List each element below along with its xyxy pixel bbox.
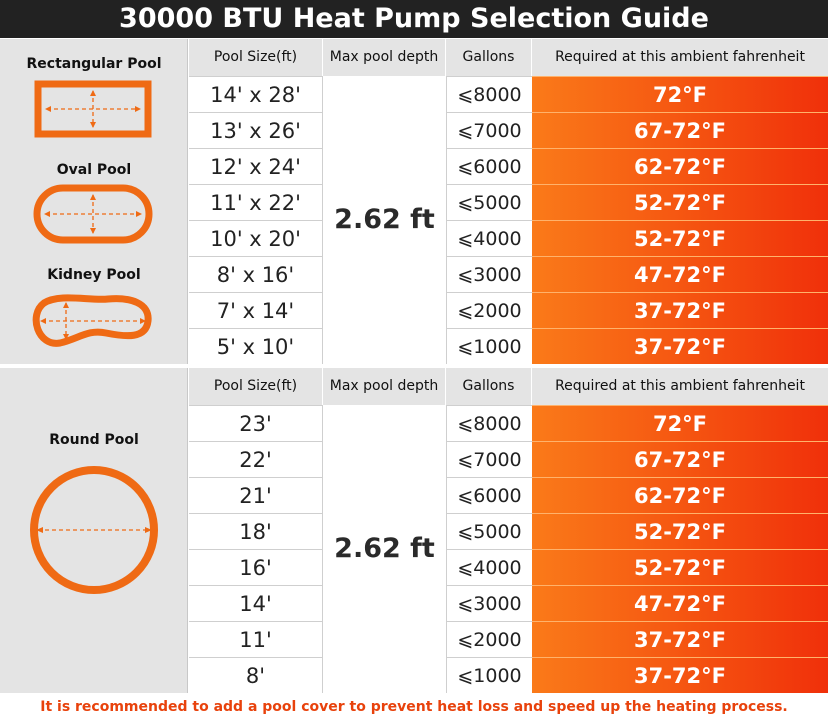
header-gallons: Gallons (446, 39, 532, 76)
temperature-cell: 52-72°F (532, 549, 828, 585)
gallons-cell: ⩽5000 (446, 184, 532, 220)
table-row (189, 513, 828, 549)
oval-pool-label: Oval Pool (56, 162, 132, 178)
rectangular-pool-icon (33, 79, 155, 141)
max-depth-value: 2.62 ft (323, 405, 446, 693)
table-row (189, 621, 828, 657)
table-row (189, 220, 828, 256)
round-pool-section (0, 368, 828, 693)
table-row (189, 292, 828, 328)
round-pool-panel (0, 368, 188, 693)
header-pool-size: Pool Size(ft) (189, 368, 323, 405)
gallons-cell: ⩽4000 (446, 549, 532, 585)
temperature-cell: 62-72°F (532, 148, 828, 184)
table-row (189, 477, 828, 513)
gallons-cell: ⩽7000 (446, 441, 532, 477)
page-title: 30000 BTU Heat Pump Selection Guide (0, 0, 828, 38)
table-row (189, 112, 828, 148)
gallons-cell: ⩽7000 (446, 112, 532, 148)
temperature-cell: 67-72°F (532, 441, 828, 477)
pool-size-cell: 22' (189, 441, 323, 477)
table-row (189, 328, 828, 364)
temperature-cell: 47-72°F (532, 256, 828, 292)
temperature-cell: 37-72°F (532, 657, 828, 693)
pool-size-cell: 14' (189, 585, 323, 621)
temperature-cell: 37-72°F (532, 621, 828, 657)
selection-table-1 (189, 39, 828, 364)
gallons-cell: ⩽1000 (446, 657, 532, 693)
temperature-cell: 47-72°F (532, 585, 828, 621)
gallons-cell: ⩽2000 (446, 621, 532, 657)
temperature-cell: 72°F (532, 405, 828, 441)
temperature-cell: 62-72°F (532, 477, 828, 513)
pool-size-cell: 7' x 14' (189, 292, 323, 328)
table-row (189, 657, 828, 693)
pool-size-cell: 21' (189, 477, 323, 513)
table-row (189, 549, 828, 585)
pool-size-cell: 5' x 10' (189, 328, 323, 364)
gallons-cell: ⩽2000 (446, 292, 532, 328)
gallons-cell: ⩽8000 (446, 76, 532, 112)
temperature-cell: 72°F (532, 76, 828, 112)
pool-size-cell: 12' x 24' (189, 148, 323, 184)
pool-size-cell: 18' (189, 513, 323, 549)
pool-shapes-panel (0, 39, 188, 364)
table-row (189, 405, 828, 441)
header-required-temp: Required at this ambient fahrenheit (532, 368, 828, 405)
kidney-pool-icon (30, 289, 158, 351)
pool-size-cell: 10' x 20' (189, 220, 323, 256)
pool-size-cell: 8' x 16' (189, 256, 323, 292)
table-row (189, 148, 828, 184)
max-depth-value: 2.62 ft (323, 76, 446, 364)
gallons-cell: ⩽4000 (446, 220, 532, 256)
temperature-cell: 52-72°F (532, 513, 828, 549)
pool-size-cell: 14' x 28' (189, 76, 323, 112)
pool-size-cell: 11' (189, 621, 323, 657)
header-depth: Max pool depth (323, 368, 446, 405)
table-row (189, 585, 828, 621)
gallons-cell: ⩽6000 (446, 148, 532, 184)
recommendation-note: It is recommended to add a pool cover to prevent heat loss and speed up the heating process. (40, 699, 788, 715)
pool-size-cell: 13' x 26' (189, 112, 323, 148)
gallons-cell: ⩽8000 (446, 405, 532, 441)
pool-size-cell: 11' x 22' (189, 184, 323, 220)
pool-size-cell: 23' (189, 405, 323, 441)
temperature-cell: 67-72°F (532, 112, 828, 148)
header-depth: Max pool depth (323, 39, 446, 76)
temperature-cell: 52-72°F (532, 184, 828, 220)
temperature-cell: 37-72°F (532, 328, 828, 364)
temperature-cell: 37-72°F (532, 292, 828, 328)
pool-size-cell: 16' (189, 549, 323, 585)
round-pool-label: Round Pool (49, 432, 139, 448)
header-pool-size: Pool Size(ft) (189, 39, 323, 76)
round-pool-icon (26, 462, 162, 598)
temperature-cell: 52-72°F (532, 220, 828, 256)
gallons-cell: ⩽1000 (446, 328, 532, 364)
table-row (189, 184, 828, 220)
table-row (189, 256, 828, 292)
rectangular-oval-kidney-section (0, 39, 828, 364)
oval-pool-icon (32, 183, 156, 247)
gallons-cell: ⩽5000 (446, 513, 532, 549)
selection-table-2 (189, 368, 828, 693)
header-required-temp: Required at this ambient fahrenheit (532, 39, 828, 76)
gallons-cell: ⩽3000 (446, 585, 532, 621)
header-gallons: Gallons (446, 368, 532, 405)
table-row (189, 76, 828, 112)
gallons-cell: ⩽3000 (446, 256, 532, 292)
pool-size-cell: 8' (189, 657, 323, 693)
table-row (189, 441, 828, 477)
rectangular-pool-label: Rectangular Pool (26, 56, 162, 72)
kidney-pool-label: Kidney Pool (47, 267, 141, 283)
gallons-cell: ⩽6000 (446, 477, 532, 513)
